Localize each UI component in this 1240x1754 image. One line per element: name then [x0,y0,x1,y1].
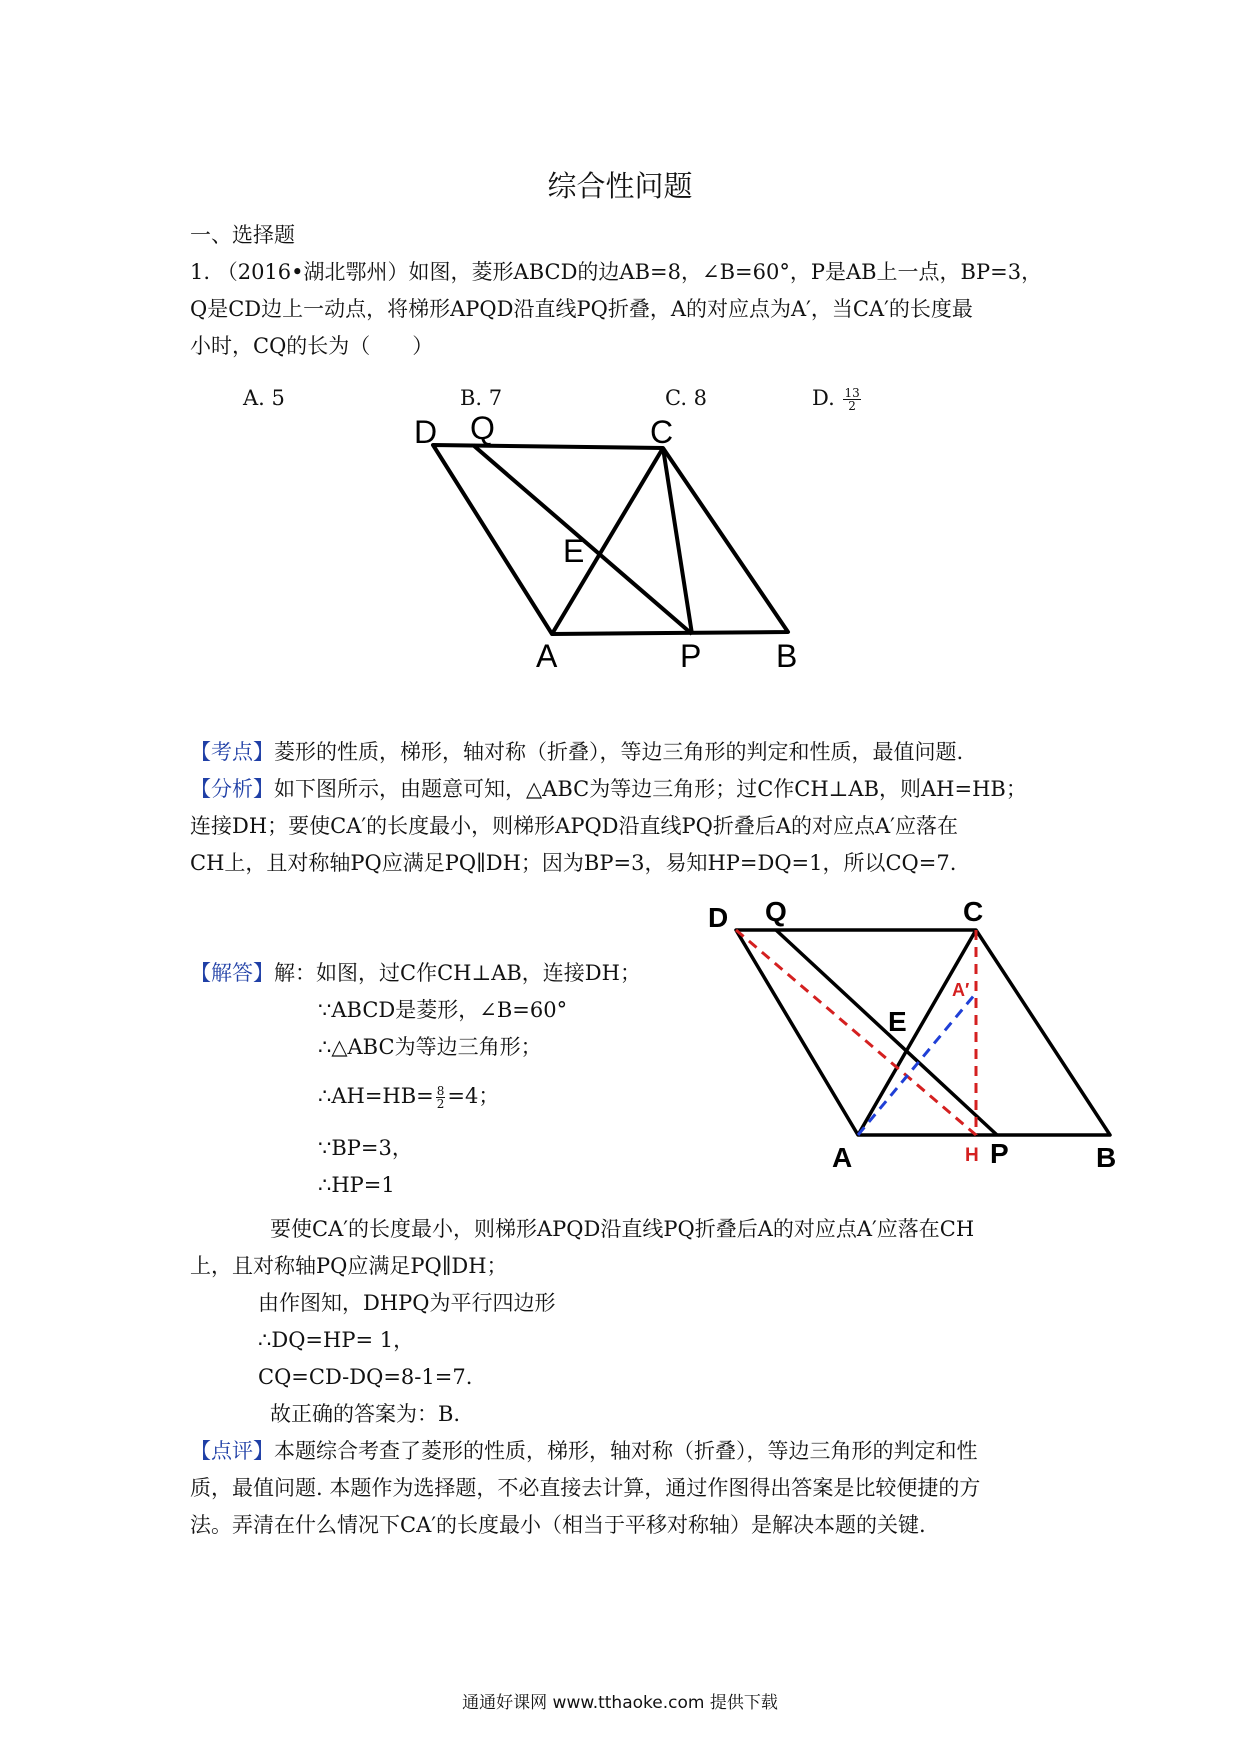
label-d-2: D [708,902,729,933]
page-title: 综合性问题 [547,169,693,203]
label-b-2: B [1096,1142,1117,1173]
label-a: A [536,638,558,670]
dianping-line-3: 法。弄清在什么情况下CA′的长度最小（相当于平移对称轴）是解决本题的关键. [190,1513,926,1537]
dashed-a-aprime [858,993,976,1135]
label-a-2: A [832,1142,853,1173]
fenxi-line-3: CH上，且对称轴PQ应满足PQ∥DH；因为BP=3，易知HP=DQ=1，所以CQ=7. [190,851,957,875]
option-d-numerator: 13 [844,386,860,400]
jieda-text-1: 解：如图，过C作CH⊥AB，连接DH； [274,961,641,985]
jieda-tag: 【解答】 [190,961,274,985]
jieda-line-2: ∵ABCD是菱形，∠B=60° [318,998,568,1022]
jieda-line-7: 要使CA′的长度最小，则梯形APQD沿直线PQ折叠后A的对应点A′应落在CH [270,1217,975,1241]
jieda-fraction-numerator: 8 [436,1084,445,1098]
kaodian-tag: 【考点】 [190,740,274,764]
segment-qp-2 [776,930,997,1135]
label-aprime-2: A′ [952,980,970,1000]
label-e-2: E [888,1006,907,1037]
option-b: B. 7 [460,386,503,410]
label-q-2: Q [765,896,787,927]
question-line-2: Q是CD边上一动点，将梯形APQD沿直线PQ折叠，A的对应点为A′，当CA′的长度最 [190,297,973,321]
diagonal-ac-2 [858,930,976,1135]
jieda-line-5: ∵BP=3， [318,1136,413,1160]
jieda-line-3: ∴△ABC为等边三角形； [318,1035,542,1059]
label-p-2: P [990,1138,1009,1169]
jieda-line-1 [190,955,641,991]
jieda-line-6: ∴HP=1 [318,1173,395,1197]
figure-rhombus-2 [700,890,1130,1180]
jieda-line-4 [318,1078,499,1114]
section-heading: 一、选择题 [190,223,295,247]
jieda-line-9: 由作图知，DHPQ为平行四边形 [258,1291,556,1315]
kaodian-text: 菱形的性质，梯形，轴对称（折叠），等边三角形的判定和性质，最值问题. [274,740,964,764]
question-line-3: 小时，CQ的长为（ ） [190,334,434,358]
jieda-line-4-suffix: =4； [447,1084,500,1108]
dianping-line-1 [190,1433,978,1469]
question-line-1: 1. （2016•湖北鄂州）如图，菱形ABCD的边AB=8，∠B=60°，P是AB上一点，BP=3， [190,260,1043,284]
jieda-line-10: ∴DQ=HP= 1， [258,1328,415,1352]
label-h-2: H [965,1145,979,1166]
label-d: D [414,414,438,450]
option-d-fraction [843,387,860,412]
jieda-line-8: 上，且对称轴PQ应满足PQ∥DH； [190,1254,508,1278]
label-b: B [776,638,798,670]
jieda-line-4-prefix: ∴AH=HB= [318,1084,434,1108]
jieda-line-12: 故正确的答案为：B. [270,1402,461,1426]
label-c: C [650,414,674,450]
dianping-line-2: 质，最值问题. 本题作为选择题，不必直接去计算，通过作图得出答案是比较便捷的方 [190,1476,981,1500]
option-a: A. 5 [243,386,285,410]
fenxi-tag: 【分析】 [190,777,274,801]
jieda-fraction [436,1085,446,1110]
dianping-tag: 【点评】 [190,1439,274,1463]
dianping-text-1: 本题综合考查了菱形的性质，梯形，轴对称（折叠），等边三角形的判定和性 [274,1439,978,1463]
fenxi-text-1: 如下图所示，由题意可知，△ABC为等边三角形；过C作CH⊥AB，则AH=HB； [274,777,1027,801]
rhombus-outline-2 [736,930,1110,1135]
option-d-prefix: D. [812,386,835,410]
label-q: Q [470,410,495,446]
option-c: C. 8 [665,386,708,410]
label-c-2: C [963,896,984,927]
kaodian-line [190,734,963,770]
dashed-dh [736,930,976,1135]
jieda-line-11: CQ=CD-DQ=8-1=7. [258,1365,473,1389]
label-e: E [563,533,585,569]
fenxi-line-1 [190,771,1027,807]
fenxi-line-2: 连接DH；要使CA′的长度最小，则梯形APQD沿直线PQ折叠后A的对应点A′应落在 [190,814,958,838]
option-d-denominator: 2 [848,399,856,413]
label-p: P [680,638,702,670]
segment-cp [663,448,692,634]
footer-text: 通通好课网 www.tthaoke.com 提供下载 [462,1693,778,1713]
figure-rhombus-1 [400,405,820,670]
jieda-fraction-denominator: 2 [436,1097,445,1111]
